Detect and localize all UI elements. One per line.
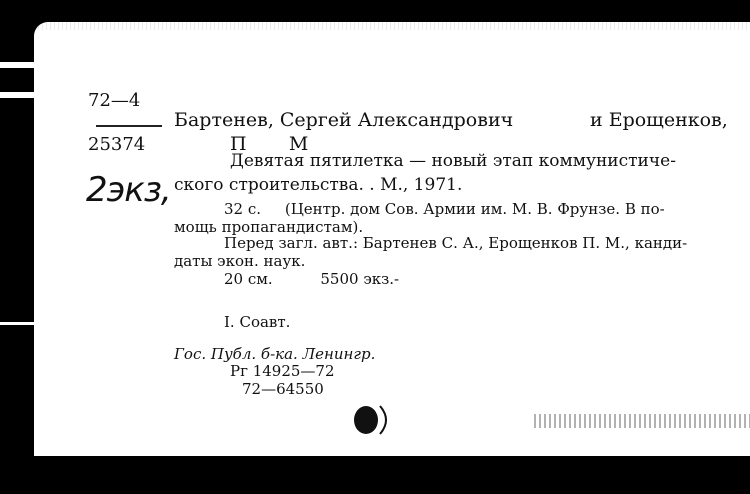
- shelfmark-divider: [96, 125, 162, 127]
- catalog-card: [34, 22, 750, 456]
- registration-code: Рг 14925—72: [230, 362, 335, 380]
- author-heading: Бартенев, Сергей Александрович: [174, 109, 514, 131]
- size-print-run: 20 см. 5500 экз.-: [224, 270, 400, 288]
- shelfmark-bottom: 25374: [88, 134, 146, 155]
- shelfmark-top: 72—4: [88, 90, 141, 111]
- title-line-1: Девятая пятилетка — новый этап коммунистиче-: [230, 151, 676, 171]
- left-margin-strip: [0, 22, 34, 494]
- pages-series-line-2: мощь пропагандистам).: [174, 218, 364, 236]
- bottom-scan-noise: [534, 414, 750, 428]
- authors-note-line-1: Перед загл. авт.: Бартенев С. А., Ерощенков П. М., канди-: [224, 234, 688, 252]
- title-line-2: ского строительства. . М., 1971.: [174, 175, 463, 195]
- author-initials: П М: [230, 133, 309, 155]
- authors-note-line-2: даты экон. наук.: [174, 252, 306, 270]
- strip-rule: [0, 322, 34, 325]
- coauthor-heading: и Ерощенков,: [590, 109, 728, 131]
- pages-series-line-1: 32 с. (Центр. дом Сов. Армии им. М. В. Фрунзе. В по-: [224, 200, 665, 218]
- library-name: Гос. Публ. б-ка. Ленингр.: [174, 345, 376, 363]
- handwritten-copies-note: 2экз,: [86, 170, 171, 210]
- ink-stamp-mark: [344, 394, 396, 446]
- card-number: 72—64550: [242, 380, 324, 398]
- strip-fragment: [0, 62, 34, 68]
- added-entry: I. Соавт.: [224, 313, 291, 331]
- strip-fragment: [0, 92, 34, 98]
